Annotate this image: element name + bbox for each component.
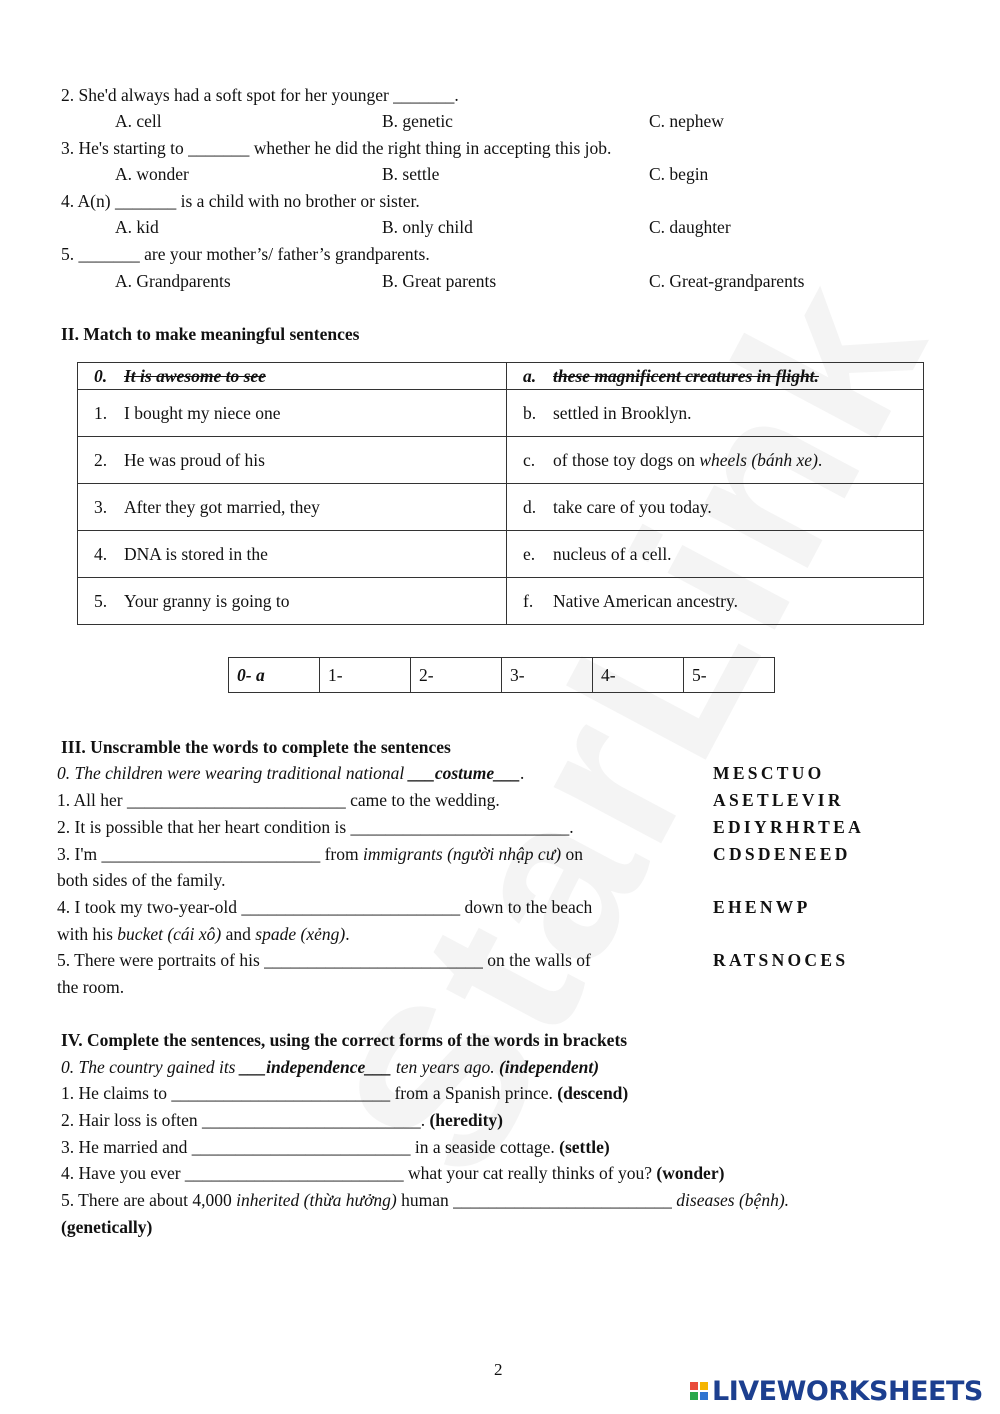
wordform-q2	[61, 1110, 503, 1130]
matching-left-1	[78, 390, 507, 437]
question-2-option-a[interactable]: A. cell	[115, 111, 162, 131]
q3-text: 3. I'm _________________________ from	[57, 844, 363, 864]
matching-right-d	[507, 484, 924, 531]
right-text: take care of you today.	[553, 496, 712, 517]
unscramble-q4-cont	[57, 924, 350, 944]
question-2-option-c[interactable]: C. nephew	[649, 111, 724, 131]
answer-cell-5[interactable]: 5-	[684, 658, 775, 693]
row-number: 4.	[94, 543, 108, 564]
row-number: 2.	[94, 449, 108, 470]
section-2-title: II. Match to make meaningful sentences	[61, 324, 360, 344]
q4-italic-1: bucket (cái xô)	[117, 924, 222, 944]
matching-right-c	[507, 437, 924, 484]
wordform-q5	[61, 1190, 789, 1210]
example-answer: ___independence___	[239, 1057, 392, 1077]
left-text: I bought my niece one	[124, 402, 281, 423]
section-4-title: IV. Complete the sentences, using the correct forms of the words in brackets	[61, 1030, 628, 1050]
q5-mid: human _________________________	[396, 1190, 677, 1210]
row-letter: a.	[523, 365, 537, 386]
question-3-stem: 3. He's starting to _______ whether he did the right thing in accepting this job.	[61, 138, 612, 158]
scramble-5: RATSNOCES	[713, 950, 849, 970]
question-3-option-b[interactable]: B. settle	[382, 164, 440, 184]
unscramble-q5-cont: the room.	[57, 977, 125, 997]
matching-example-right	[507, 363, 924, 390]
example-word: (independent)	[498, 1057, 600, 1077]
wordform-q5-word: (genetically)	[61, 1217, 153, 1237]
matching-left-5	[78, 578, 507, 625]
question-2-option-b[interactable]: B. genetic	[382, 111, 453, 131]
q2-word: (heredity)	[429, 1110, 504, 1130]
logo-text: LIVEWORKSHEETS	[712, 1375, 983, 1407]
matching-row-3	[78, 484, 924, 531]
q4-italic-2: spade (xẻng)	[255, 924, 346, 944]
matching-example-left	[78, 363, 507, 390]
matching-left-4	[78, 531, 507, 578]
row-letter: b.	[523, 402, 537, 423]
left-text: He was proud of his	[124, 449, 265, 470]
q1-text: 1. He claims to _________________________ from a Spanish prince.	[61, 1083, 558, 1103]
left-text: DNA is stored in the	[124, 543, 268, 564]
question-4-option-c[interactable]: C. daughter	[649, 217, 731, 237]
answer-cell-4[interactable]: 4-	[593, 658, 684, 693]
answer-cell-1[interactable]: 1-	[320, 658, 411, 693]
row-number: 5.	[94, 590, 108, 611]
q1-word: (descend)	[557, 1083, 629, 1103]
right-text: these magnificent creatures in flight.	[553, 365, 819, 386]
matching-right-f	[507, 578, 924, 625]
right-text: of those toy dogs on	[553, 449, 700, 470]
matching-right-b	[507, 390, 924, 437]
row-letter: c.	[523, 449, 536, 470]
logo-squares-icon	[690, 1382, 708, 1400]
logo-square	[690, 1382, 698, 1390]
scramble-4: EHENWP	[713, 897, 811, 917]
example-answer: ___costume___	[408, 763, 521, 783]
page-number: 2	[494, 1360, 503, 1379]
question-5-stem: 5. _______ are your mother’s/ father’s grandparents.	[61, 244, 430, 264]
unscramble-q3	[57, 844, 583, 864]
question-3-option-a[interactable]: A. wonder	[115, 164, 189, 184]
row-number: 3.	[94, 496, 108, 517]
right-text: Native American ancestry.	[553, 590, 738, 611]
unscramble-q5: 5. There were portraits of his _________________________ on the walls of	[57, 950, 591, 970]
row-number: 1.	[94, 402, 108, 423]
answer-grid	[228, 657, 775, 693]
q5-italic-1: inherited (thừa hưởng)	[236, 1190, 397, 1210]
logo-square	[700, 1392, 708, 1400]
scramble-3: CDSDENEED	[713, 844, 851, 864]
q4-text: with his	[57, 924, 118, 944]
wordform-q1	[61, 1083, 628, 1103]
question-4-option-a[interactable]: A. kid	[115, 217, 159, 237]
row-number: 0.	[94, 365, 108, 386]
scramble-0: MESCTUO	[713, 763, 825, 783]
q3-end: on	[561, 844, 583, 864]
question-4-stem: 4. A(n) _______ is a child with no brother or sister.	[61, 191, 420, 211]
q3-word: (settle)	[559, 1137, 610, 1157]
matching-row-1	[78, 390, 924, 437]
matching-left-2	[78, 437, 507, 484]
q4-word: (wonder)	[656, 1163, 725, 1183]
unscramble-q2: 2. It is possible that her heart condition is _________________________.	[57, 817, 574, 837]
question-2-stem: 2. She'd always had a soft spot for her younger _______.	[61, 85, 459, 105]
logo-square	[690, 1392, 698, 1400]
right-text-italic: wheels (bánh xe)	[699, 449, 818, 470]
unscramble-q1: 1. All her _________________________ came to the wedding.	[57, 790, 500, 810]
example-mid: ten years ago.	[391, 1057, 499, 1077]
answer-cell-2[interactable]: 2-	[411, 658, 502, 693]
logo-square	[700, 1382, 708, 1390]
answer-cell-3[interactable]: 3-	[502, 658, 593, 693]
matching-table	[77, 362, 924, 625]
wordform-q4	[61, 1163, 724, 1183]
unscramble-example	[57, 763, 525, 783]
q3-italic: immigrants (người nhập cư)	[363, 844, 562, 864]
right-text-end: .	[817, 449, 823, 470]
scramble-2: EDIYRHRTEA	[713, 817, 865, 837]
example-text: 0. The country gained its	[61, 1057, 240, 1077]
q4-text: 4. Have you ever _________________________ what your cat really thinks of you?	[61, 1163, 657, 1183]
unscramble-q3-cont: both sides of the family.	[57, 870, 226, 890]
left-text: Your granny is going to	[124, 590, 290, 611]
left-text: After they got married, they	[124, 496, 320, 517]
wordform-q3	[61, 1137, 610, 1157]
row-letter: d.	[523, 496, 537, 517]
matching-left-3	[78, 484, 507, 531]
matching-row-2	[78, 437, 924, 484]
right-text: settled in Brooklyn.	[553, 402, 692, 423]
matching-row-4	[78, 531, 924, 578]
row-letter: e.	[523, 543, 536, 564]
question-5-option-c[interactable]: C. Great-grandparents	[649, 271, 805, 291]
q4-and: and	[221, 924, 256, 944]
question-5-option-a[interactable]: A. Grandparents	[115, 271, 231, 291]
row-letter: f.	[523, 590, 534, 611]
scramble-1: ASETLEVIR	[713, 790, 844, 810]
matching-right-e	[507, 531, 924, 578]
matching-row-5	[78, 578, 924, 625]
answer-cell-0: 0- a	[229, 658, 320, 693]
liveworksheets-logo	[690, 1374, 990, 1408]
q2-text: 2. Hair loss is often _________________________.	[61, 1110, 430, 1130]
section-3-title: III. Unscramble the words to complete the sentences	[61, 737, 451, 757]
wordform-example	[61, 1057, 599, 1077]
q5-text: 5. There are about 4,000	[61, 1190, 237, 1210]
question-4-option-b[interactable]: B. only child	[382, 217, 473, 237]
q3-text: 3. He married and _________________________ in a seaside cottage.	[61, 1137, 560, 1157]
unscramble-q4: 4. I took my two-year-old _________________________ down to the beach	[57, 897, 593, 917]
right-text: nucleus of a cell.	[553, 543, 672, 564]
question-3-option-c[interactable]: C. begin	[649, 164, 709, 184]
question-5-option-b[interactable]: B. Great parents	[382, 271, 497, 291]
left-text: It is awesome to see	[124, 365, 266, 386]
matching-example-row	[78, 363, 924, 390]
example-end: .	[520, 763, 525, 783]
example-text: 0. The children were wearing traditional national	[57, 763, 409, 783]
q5-italic-2: diseases (bệnh).	[676, 1190, 790, 1210]
q4-end: .	[345, 924, 350, 944]
